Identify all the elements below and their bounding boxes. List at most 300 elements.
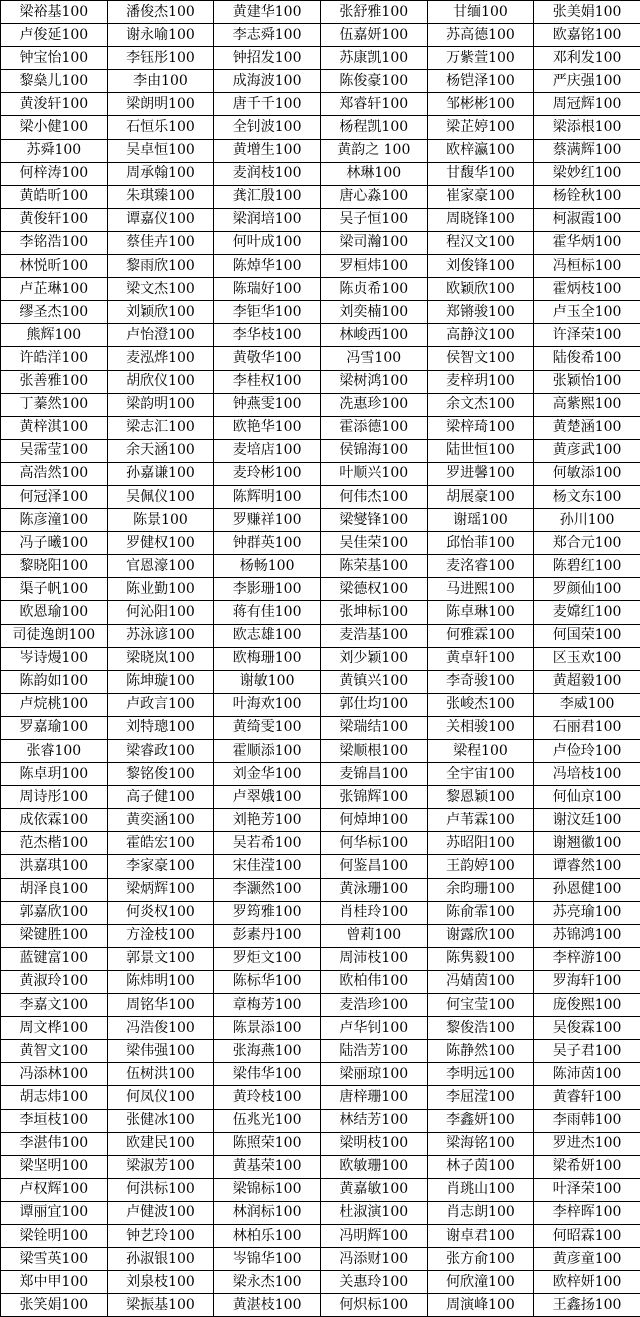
name-cell: 杜淑演100 <box>320 1201 427 1224</box>
name-cell: 刘特璁100 <box>107 716 214 739</box>
name-cell: 黄建华100 <box>214 1 321 24</box>
name-cell: 梁睿政100 <box>107 740 214 763</box>
name-cell: 何叶成100 <box>214 231 321 254</box>
name-cell: 吴子恒100 <box>320 208 427 231</box>
name-cell: 陆浩芳100 <box>320 1040 427 1063</box>
name-cell: 梁坚明100 <box>1 1155 108 1178</box>
table-row <box>1 624 640 647</box>
name-cell: 何仙京100 <box>534 786 640 809</box>
name-cell: 陈瑞好100 <box>214 278 321 301</box>
name-cell: 罗嘉瑜100 <box>1 716 108 739</box>
name-cell: 陈卓玥100 <box>1 763 108 786</box>
table-row <box>1 670 640 693</box>
name-cell: 胡志炜100 <box>1 1086 108 1109</box>
name-cell: 张坤标100 <box>320 601 427 624</box>
name-cell: 麦浩珍100 <box>320 994 427 1017</box>
name-cell: 黄楚涵100 <box>534 416 640 439</box>
name-cell: 胡泽良100 <box>1 878 108 901</box>
name-cell: 邓利发100 <box>534 47 640 70</box>
name-cell: 林柏乐100 <box>214 1224 321 1247</box>
name-cell: 何华标100 <box>320 832 427 855</box>
table-row <box>1 24 640 47</box>
name-cell: 张善雅100 <box>1 370 108 393</box>
name-cell: 罗桓炜100 <box>320 255 427 278</box>
name-cell: 周沛枝100 <box>320 947 427 970</box>
name-cell: 何伟杰100 <box>320 485 427 508</box>
table-row <box>1 393 640 416</box>
name-cell: 何沁阳100 <box>107 601 214 624</box>
name-cell: 朱琪臻100 <box>107 185 214 208</box>
name-cell: 何洪标100 <box>107 1178 214 1201</box>
name-cell: 梁明枝100 <box>320 1132 427 1155</box>
table-row <box>1 878 640 901</box>
name-cell: 麦浩基100 <box>320 624 427 647</box>
name-cell: 林琳100 <box>320 162 427 185</box>
name-cell: 周文桦100 <box>1 1017 108 1040</box>
name-cell: 冼惠珍100 <box>320 393 427 416</box>
name-cell: 梁伟华100 <box>214 1063 321 1086</box>
name-cell: 伍嘉妍100 <box>320 24 427 47</box>
name-cell: 岑锦华100 <box>214 1248 321 1271</box>
name-cell: 张方俞100 <box>427 1248 534 1271</box>
name-cell: 陈照荣100 <box>214 1132 321 1155</box>
name-cell: 李嘉文100 <box>1 994 108 1017</box>
name-cell: 陈炜明100 <box>107 970 214 993</box>
name-cell: 欧建民100 <box>107 1132 214 1155</box>
name-cell: 甘缅100 <box>427 1 534 24</box>
name-cell: 陈景添100 <box>214 1017 321 1040</box>
name-cell: 罗健权100 <box>107 532 214 555</box>
name-cell: 严庆强100 <box>534 70 640 93</box>
name-cell: 梁妙红100 <box>534 162 640 185</box>
name-cell: 梁丽琼100 <box>320 1063 427 1086</box>
name-cell: 梁晓岚100 <box>107 647 214 670</box>
name-cell: 李华枝100 <box>214 324 321 347</box>
name-cell: 洪嘉琪100 <box>1 855 108 878</box>
name-cell: 黄睿轩100 <box>534 1086 640 1109</box>
name-cell: 丁蓁然100 <box>1 393 108 416</box>
name-cell: 梁键胜100 <box>1 924 108 947</box>
name-cell: 张颖怡100 <box>534 370 640 393</box>
name-cell: 卢俊延100 <box>1 24 108 47</box>
name-cell: 钟燕雯100 <box>214 393 321 416</box>
name-cell: 孙嘉谦100 <box>107 462 214 485</box>
name-cell: 梁德权100 <box>320 578 427 601</box>
name-cell: 肖志朗100 <box>427 1201 534 1224</box>
name-cell: 龚汇殷100 <box>214 185 321 208</box>
name-cell: 何凤仪100 <box>107 1086 214 1109</box>
name-cell: 梁司瀚100 <box>320 231 427 254</box>
table-row <box>1 47 640 70</box>
table-row <box>1 855 640 878</box>
name-cell: 万紫萱100 <box>427 47 534 70</box>
table-row <box>1 1201 640 1224</box>
table-row <box>1 1178 640 1201</box>
name-cell: 李灏然100 <box>214 878 321 901</box>
table-row <box>1 208 640 231</box>
name-cell: 黄智文100 <box>1 1040 108 1063</box>
name-cell: 程汉文100 <box>427 231 534 254</box>
name-cell: 梁淑芳100 <box>107 1155 214 1178</box>
table-row <box>1 994 640 1017</box>
table-row <box>1 1248 640 1271</box>
table-row <box>1 901 640 924</box>
name-cell: 何昭霖100 <box>534 1224 640 1247</box>
table-row <box>1 647 640 670</box>
name-cell: 麦玲彬100 <box>214 462 321 485</box>
table-row <box>1 347 640 370</box>
name-cell: 黄彦童100 <box>534 1248 640 1271</box>
name-cell: 梁裕基100 <box>1 1 108 24</box>
name-cell: 李由100 <box>107 70 214 93</box>
name-cell: 张美娟100 <box>534 1 640 24</box>
name-cell: 李影珊100 <box>214 578 321 601</box>
table-row <box>1 301 640 324</box>
name-cell: 麦洺睿100 <box>427 555 534 578</box>
name-cell: 麦梓玥100 <box>427 370 534 393</box>
name-cell: 全钊波100 <box>214 116 321 139</box>
name-cell: 何国荣100 <box>534 624 640 647</box>
name-cell: 欧恩瑜100 <box>1 601 108 624</box>
name-cell: 李威100 <box>534 693 640 716</box>
name-cell: 陈沛茵100 <box>534 1063 640 1086</box>
name-cell: 谢翘徽100 <box>534 832 640 855</box>
name-cell: 蔡满辉100 <box>534 139 640 162</box>
name-cell: 郑睿轩100 <box>320 93 427 116</box>
table-row <box>1 555 640 578</box>
name-cell: 欧颖欣100 <box>427 278 534 301</box>
name-cell: 张锦辉100 <box>320 786 427 809</box>
name-cell: 刘金华100 <box>214 763 321 786</box>
name-cell: 陈辉明100 <box>214 485 321 508</box>
table-row <box>1 485 640 508</box>
name-cell: 谢敏100 <box>214 670 321 693</box>
name-cell: 余天涵100 <box>107 439 214 462</box>
name-cell: 苏舜100 <box>1 139 108 162</box>
table-row <box>1 924 640 947</box>
name-cell: 麦润枝100 <box>214 162 321 185</box>
name-cell: 潘俊杰100 <box>107 1 214 24</box>
table-row <box>1 116 640 139</box>
table-row <box>1 1294 640 1317</box>
name-cell: 黎俊浩100 <box>427 1017 534 1040</box>
name-cell: 黄浚轩100 <box>1 93 108 116</box>
table-row <box>1 139 640 162</box>
name-cell: 关相骏100 <box>427 716 534 739</box>
name-cell: 熊辉100 <box>1 324 108 347</box>
name-cell: 蔡佳卉100 <box>107 231 214 254</box>
name-cell: 邱怡菲100 <box>427 532 534 555</box>
name-cell: 李屈滢100 <box>427 1086 534 1109</box>
name-cell: 周诗彤100 <box>1 786 108 809</box>
name-cell: 谢卓君100 <box>427 1224 534 1247</box>
name-cell: 何鉴昌100 <box>320 855 427 878</box>
name-cell: 宋佳滢100 <box>214 855 321 878</box>
table-row <box>1 1040 640 1063</box>
name-cell: 刘奕楠100 <box>320 301 427 324</box>
name-cell: 卢翠娥100 <box>214 786 321 809</box>
name-cell: 侯锦海100 <box>320 439 427 462</box>
name-cell: 林润标100 <box>214 1201 321 1224</box>
name-cell: 李鑫妍100 <box>427 1109 534 1132</box>
name-cell: 岑诗熳100 <box>1 647 108 670</box>
name-cell: 叶泽荣100 <box>534 1178 640 1201</box>
table-row <box>1 93 640 116</box>
name-cell: 卢健波100 <box>107 1201 214 1224</box>
name-cell: 苏高德100 <box>427 24 534 47</box>
name-cell: 肖珧山100 <box>427 1178 534 1201</box>
name-cell: 李奇骏100 <box>427 670 534 693</box>
name-cell: 苏泳谚100 <box>107 624 214 647</box>
name-cell: 梁梓琦100 <box>427 416 534 439</box>
name-cell: 黎雨欣100 <box>107 255 214 278</box>
name-cell: 王鑫扬100 <box>534 1294 640 1317</box>
table-row <box>1 370 640 393</box>
name-cell: 梁芷婷100 <box>427 116 534 139</box>
table-row <box>1 439 640 462</box>
name-cell: 郭嘉欣100 <box>1 901 108 924</box>
name-cell: 欧志雄100 <box>214 624 321 647</box>
table-row <box>1 578 640 601</box>
name-cell: 冯婧茵100 <box>427 970 534 993</box>
name-cell: 黄镇兴100 <box>320 670 427 693</box>
name-cell: 麦锦昌100 <box>320 763 427 786</box>
name-cell: 许泽荣100 <box>534 324 640 347</box>
name-cell: 何雅霖100 <box>427 624 534 647</box>
name-cell: 梁海铭100 <box>427 1132 534 1155</box>
name-cell: 张峻杰100 <box>427 693 534 716</box>
name-cell: 欧艳华100 <box>214 416 321 439</box>
name-cell: 欧嘉铭100 <box>534 24 640 47</box>
name-cell: 陈隽毅100 <box>427 947 534 970</box>
name-cell: 关惠玲100 <box>320 1271 427 1294</box>
name-cell: 成海波100 <box>214 70 321 93</box>
name-cell: 叶海欢100 <box>214 693 321 716</box>
name-cell: 陈韵如100 <box>1 670 108 693</box>
name-cell: 章梅芳100 <box>214 994 321 1017</box>
name-cell: 黄奕涵100 <box>107 809 214 832</box>
name-cell: 李雨韩100 <box>534 1109 640 1132</box>
table-row <box>1 532 640 555</box>
name-cell: 石丽君100 <box>534 716 640 739</box>
table-row <box>1 693 640 716</box>
name-cell: 范杰楷100 <box>1 832 108 855</box>
name-cell: 陈景100 <box>107 509 214 532</box>
name-cell: 甘馥华100 <box>427 162 534 185</box>
name-cell: 陈俞霏100 <box>427 901 534 924</box>
name-cell: 黄增生100 <box>214 139 321 162</box>
name-cell: 梁顺根100 <box>320 740 427 763</box>
name-cell: 梁文杰100 <box>107 278 214 301</box>
name-cell: 谢永喻100 <box>107 24 214 47</box>
name-cell: 陈坤璇100 <box>107 670 214 693</box>
name-cell: 卢苇霖100 <box>427 809 534 832</box>
table-row <box>1 70 640 93</box>
name-cell: 郭景文100 <box>107 947 214 970</box>
name-cell: 苏亮瑜100 <box>534 901 640 924</box>
table-row <box>1 763 640 786</box>
name-cell: 侯智文100 <box>427 347 534 370</box>
name-cell: 黄泳珊100 <box>320 878 427 901</box>
name-cell: 欧敏珊100 <box>320 1155 427 1178</box>
name-cell: 苏康凯100 <box>320 47 427 70</box>
name-cell: 梁振基100 <box>107 1294 214 1317</box>
name-cell: 陈焯华100 <box>214 255 321 278</box>
name-cell: 周冠辉100 <box>534 93 640 116</box>
table-row <box>1 947 640 970</box>
name-cell: 马进熙100 <box>427 578 534 601</box>
name-cell: 梁瑞结100 <box>320 716 427 739</box>
name-cell: 胡展豪100 <box>427 485 534 508</box>
name-cell: 陈俊豪100 <box>320 70 427 93</box>
name-cell: 苏锦鸿100 <box>534 924 640 947</box>
name-cell: 黄基荣100 <box>214 1155 321 1178</box>
name-cell: 黄玲枝100 <box>214 1086 321 1109</box>
name-cell: 周铭华100 <box>107 994 214 1017</box>
name-cell: 梁雪英100 <box>1 1248 108 1271</box>
name-cell: 吴俊霖100 <box>534 1017 640 1040</box>
table-row <box>1 1109 640 1132</box>
name-cell: 司徒逸朗100 <box>1 624 108 647</box>
name-cell: 梁伟强100 <box>107 1040 214 1063</box>
name-cell: 刘少颖100 <box>320 647 427 670</box>
name-cell: 黄卓轩100 <box>427 647 534 670</box>
name-cell: 周承翰100 <box>107 162 214 185</box>
name-cell: 蓝键富100 <box>1 947 108 970</box>
name-cell: 卢权辉100 <box>1 1178 108 1201</box>
name-cell: 余昀珊100 <box>427 878 534 901</box>
name-cell: 伍树洪100 <box>107 1063 214 1086</box>
name-cell: 唐心淼100 <box>320 185 427 208</box>
name-cell: 陈贞希100 <box>320 278 427 301</box>
name-cell: 李家豪100 <box>107 855 214 878</box>
name-cell: 杨程凯100 <box>320 116 427 139</box>
table-row <box>1 832 640 855</box>
name-cell: 张健冰100 <box>107 1109 214 1132</box>
name-cell: 杨铠泽100 <box>427 70 534 93</box>
name-cell: 梁炳辉100 <box>107 878 214 901</box>
name-cell: 石恒乐100 <box>107 116 214 139</box>
name-cell: 伍兆光100 <box>214 1109 321 1132</box>
name-cell: 冯添林100 <box>1 1063 108 1086</box>
name-cell: 郭仕均100 <box>320 693 427 716</box>
name-cell: 成依霖100 <box>1 809 108 832</box>
name-cell: 李湛伟100 <box>1 1132 108 1155</box>
name-cell: 刘艳芳100 <box>214 809 321 832</box>
table-body <box>1 1 640 1317</box>
name-cell: 麦培店100 <box>214 439 321 462</box>
name-cell: 吴子君100 <box>534 1040 640 1063</box>
table-row <box>1 1086 640 1109</box>
name-cell: 李梓游100 <box>534 947 640 970</box>
name-cell: 周演峰100 <box>427 1294 534 1317</box>
name-cell: 梁润培100 <box>214 208 321 231</box>
name-cell: 麦嫦红100 <box>534 601 640 624</box>
name-cell: 何冠泽100 <box>1 485 108 508</box>
table-row <box>1 324 640 347</box>
name-cell: 孙恩健100 <box>534 878 640 901</box>
name-cell: 黄绮雯100 <box>214 716 321 739</box>
name-cell: 钟招发100 <box>214 47 321 70</box>
name-cell: 梁锦标100 <box>214 1178 321 1201</box>
name-cell: 冯雪100 <box>320 347 427 370</box>
name-cell: 黄超毅100 <box>534 670 640 693</box>
name-cell: 杨畅100 <box>214 555 321 578</box>
name-cell: 郑合元100 <box>534 532 640 555</box>
name-cell: 李钜华100 <box>214 301 321 324</box>
name-cell: 李垣枝100 <box>1 1109 108 1132</box>
name-cell: 欧梓瀛100 <box>427 139 534 162</box>
name-cell: 谭睿然100 <box>534 855 640 878</box>
name-cell: 渠子帆100 <box>1 578 108 601</box>
name-cell: 谭丽宜100 <box>1 1201 108 1224</box>
name-cell: 陈标华100 <box>214 970 321 993</box>
name-cell: 霍添德100 <box>320 416 427 439</box>
name-cell: 梁永杰100 <box>214 1271 321 1294</box>
name-cell: 麦泓烨100 <box>107 347 214 370</box>
name-cell: 吴霈莹100 <box>1 439 108 462</box>
name-cell: 黎晓阳100 <box>1 555 108 578</box>
name-cell: 刘泉枝100 <box>107 1271 214 1294</box>
name-cell: 陈静然100 <box>427 1040 534 1063</box>
name-cell: 冯子曦100 <box>1 532 108 555</box>
name-cell: 钟群英100 <box>214 532 321 555</box>
name-cell: 罗筠雅100 <box>214 901 321 924</box>
table-row <box>1 255 640 278</box>
name-cell: 陈碧红100 <box>534 555 640 578</box>
name-cell: 何焯坤100 <box>320 809 427 832</box>
name-cell: 叶顺兴100 <box>320 462 427 485</box>
table-row <box>1 185 640 208</box>
name-cell: 唐梓珊100 <box>320 1086 427 1109</box>
name-cell: 冯添财100 <box>320 1248 427 1271</box>
name-cell: 卢华钊100 <box>320 1017 427 1040</box>
name-cell: 黎燊儿100 <box>1 70 108 93</box>
name-cell: 霍皓宏100 <box>107 832 214 855</box>
name-cell: 胡欣仪100 <box>107 370 214 393</box>
name-cell: 卢烷桃100 <box>1 693 108 716</box>
table-row <box>1 1017 640 1040</box>
name-cell: 罗炬文100 <box>214 947 321 970</box>
name-cell: 梁韵明100 <box>107 393 214 416</box>
name-cell: 黄彦武100 <box>534 439 640 462</box>
table-row <box>1 162 640 185</box>
table-row <box>1 231 640 254</box>
name-cell: 梁铨明100 <box>1 1224 108 1247</box>
name-cell: 何炎权100 <box>107 901 214 924</box>
table-row <box>1 1 640 24</box>
name-cell: 曾莉100 <box>320 924 427 947</box>
name-cell: 林悦昕100 <box>1 255 108 278</box>
name-cell: 官恩濠100 <box>107 555 214 578</box>
name-cell: 蒋有佳100 <box>214 601 321 624</box>
name-cell: 何欣潼100 <box>427 1271 534 1294</box>
name-cell: 霍顺添100 <box>214 740 321 763</box>
name-cell: 钟艺玲100 <box>107 1224 214 1247</box>
name-cell: 卢芷琳100 <box>1 278 108 301</box>
table-row <box>1 740 640 763</box>
name-cell: 唐千千100 <box>214 93 321 116</box>
name-cell: 崔家豪100 <box>427 185 534 208</box>
table-row <box>1 278 640 301</box>
name-cell: 欧梓妍100 <box>534 1271 640 1294</box>
name-cell: 吴佩仪100 <box>107 485 214 508</box>
name-cell: 高子健100 <box>107 786 214 809</box>
name-cell: 谢汶廷100 <box>534 809 640 832</box>
name-cell: 高静汶100 <box>427 324 534 347</box>
name-cell: 冯明辉100 <box>320 1224 427 1247</box>
name-cell: 张海燕100 <box>214 1040 321 1063</box>
